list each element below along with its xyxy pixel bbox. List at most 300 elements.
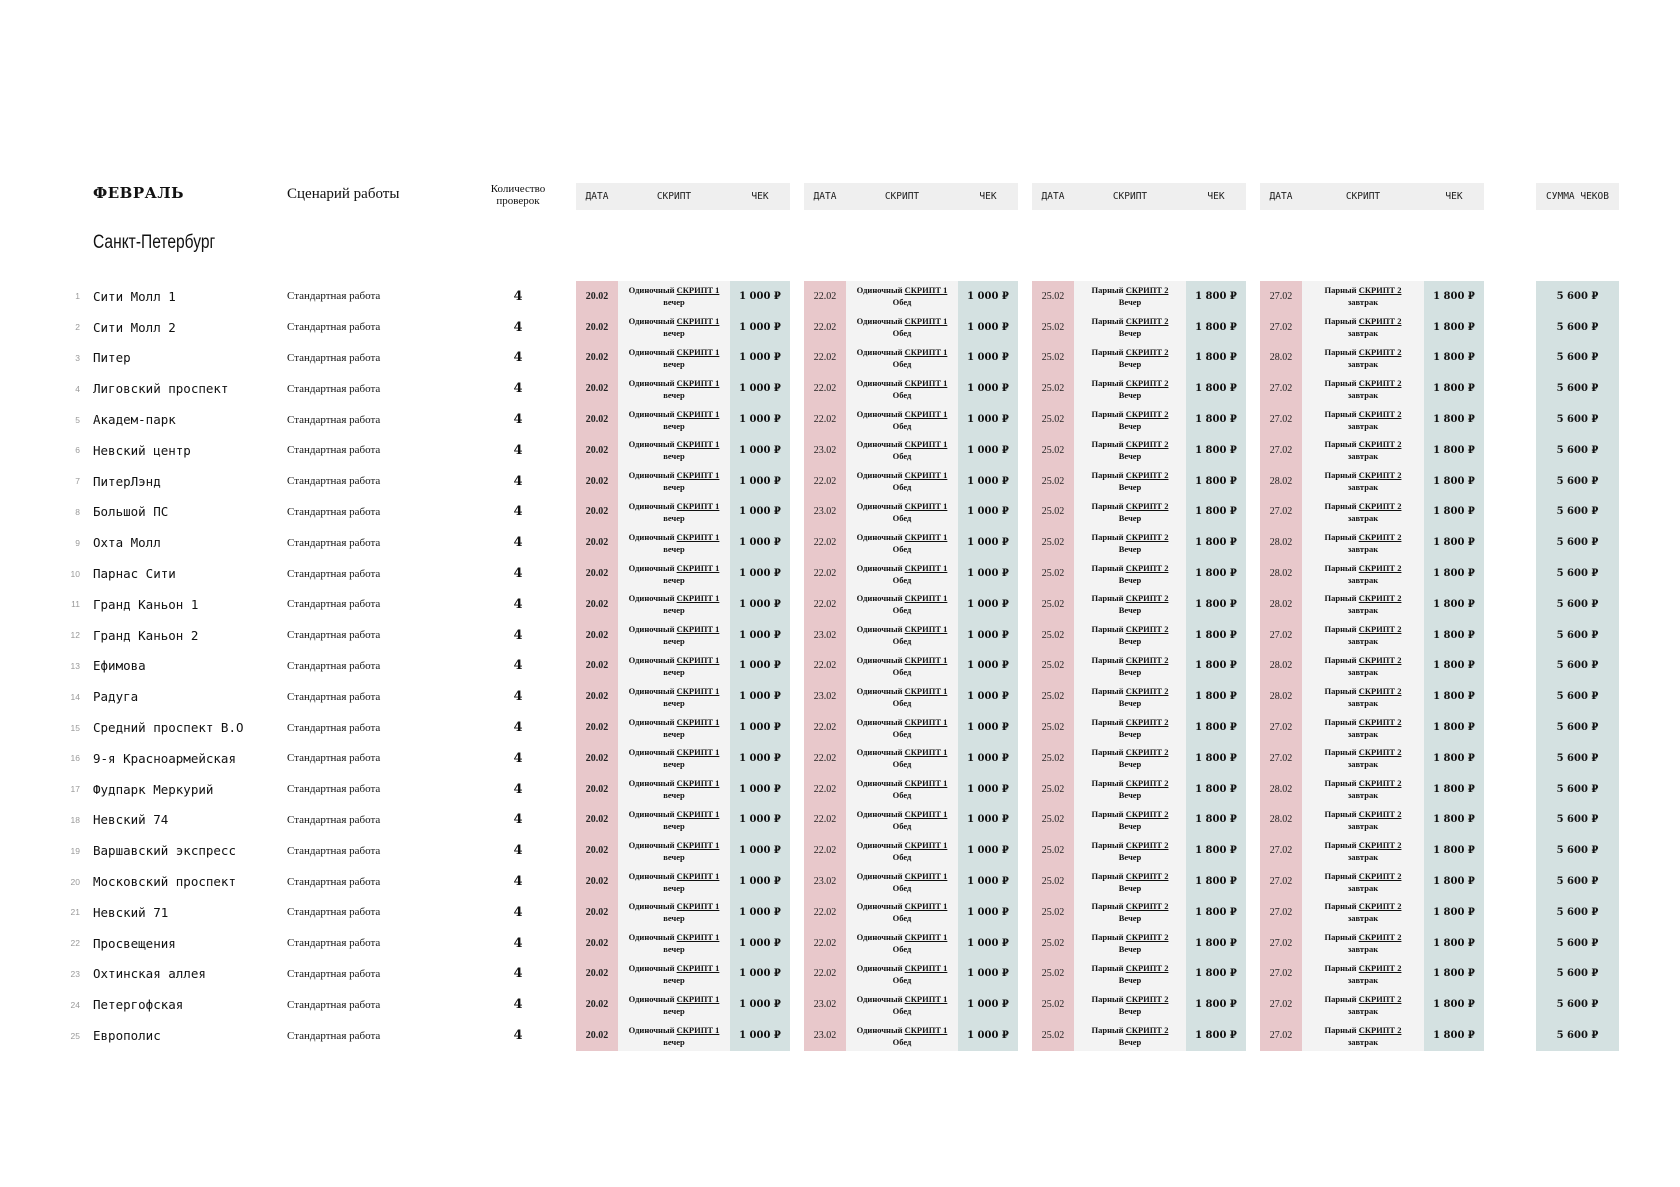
script-link[interactable]: СКРИПТ 1 [904,470,948,481]
script-type: Парный [1324,839,1357,850]
script-link[interactable]: СКРИПТ 1 [676,439,720,450]
script-time: завтрак [1347,759,1379,770]
visit-date: 28.02 [1269,598,1293,610]
scenario-cell: Стандартная работа [287,629,381,642]
script-time: завтрак [1347,605,1379,616]
script-time: завтрак [1347,974,1379,985]
script-line [1325,777,1402,789]
script-line [629,408,720,420]
script-link[interactable]: СКРИПТ 1 [676,408,720,419]
visit-check: 1 000 ₽ [739,1030,781,1042]
script-link[interactable]: СКРИПТ 2 [1358,500,1402,511]
location-name: Питер [93,350,131,366]
script-link[interactable]: СКРИПТ 2 [1125,808,1169,819]
script-link[interactable]: СКРИПТ 2 [1125,531,1169,542]
script-link[interactable]: СКРИПТ 2 [1125,932,1169,943]
row-number: 9 [75,537,80,548]
visit-script [846,774,958,805]
script-link[interactable]: СКРИПТ 2 [1358,439,1402,450]
visit-check: 1 000 ₽ [967,414,1009,426]
total-sum: 5 600 ₽ [1556,968,1599,980]
script-link[interactable]: СКРИПТ 2 [1358,839,1402,850]
script-type: Парный [1091,500,1124,511]
script-link[interactable]: СКРИПТ 2 [1358,716,1402,727]
script-link[interactable]: СКРИПТ 2 [1358,562,1402,573]
visit-check: 1 000 ₽ [967,876,1009,888]
script-link[interactable]: СКРИПТ 2 [1358,747,1402,758]
total-sum: 5 600 ₽ [1556,568,1599,580]
script-line [1325,900,1402,912]
script-time: завтрак [1347,882,1379,893]
script-link[interactable]: СКРИПТ 1 [676,346,720,357]
total-sum: 5 600 ₽ [1556,506,1599,518]
script-link[interactable]: СКРИПТ 2 [1125,870,1169,881]
script-link[interactable]: СКРИПТ 2 [1125,716,1169,727]
visit-date: 25.02 [1041,752,1065,764]
script-type: Одиночный [628,500,675,511]
script-link[interactable]: СКРИПТ 1 [676,470,720,481]
script-link[interactable]: СКРИПТ 2 [1358,285,1402,296]
script-link[interactable]: СКРИПТ 1 [676,285,720,296]
script-link[interactable]: СКРИПТ 1 [676,500,720,511]
visit-check: 1 000 ₽ [967,352,1009,364]
script-time: вечер [663,328,685,339]
script-link[interactable]: СКРИПТ 1 [904,993,948,1004]
script-link[interactable]: СКРИПТ 1 [676,624,720,635]
script-link[interactable]: СКРИПТ 1 [676,716,720,727]
location-name: Фудпарк Меркурий [93,781,214,797]
visit-check: 1 800 ₽ [1433,752,1475,764]
table-row [0,959,1680,990]
visit-script [1074,959,1186,990]
script-link[interactable]: СКРИПТ 2 [1358,932,1402,943]
count-header-line-2: проверок [496,195,540,207]
script-link[interactable]: СКРИПТ 1 [676,870,720,881]
script-time: Вечер [1118,297,1142,308]
script-time: Вечер [1118,790,1142,801]
script-link[interactable]: СКРИПТ 1 [904,562,948,573]
script-type: Парный [1091,870,1124,881]
script-type: Парный [1091,654,1124,665]
visit-date: 25.02 [1041,414,1065,426]
script-link[interactable]: СКРИПТ 1 [904,808,948,819]
script-time: вечер [663,605,685,616]
script-link[interactable]: СКРИПТ 1 [904,901,948,912]
script-link[interactable]: СКРИПТ 1 [904,377,948,388]
script-link[interactable]: СКРИПТ 1 [676,778,720,789]
script-time: Вечер [1118,913,1142,924]
script-col-header: СКРИПТ [884,191,920,202]
script-link[interactable]: СКРИПТ 2 [1358,1024,1402,1035]
script-link[interactable]: СКРИПТ 2 [1125,470,1169,481]
script-link[interactable]: СКРИПТ 2 [1358,962,1402,973]
script-link[interactable]: СКРИПТ 2 [1358,346,1402,357]
script-type: Парный [1324,500,1357,511]
script-time: Обед [892,512,912,523]
script-time: завтрак [1347,328,1379,339]
visit-script [1302,373,1424,404]
script-type: Одиночный [856,531,903,542]
script-time: Вечер [1118,605,1142,616]
visit-check: 1 800 ₽ [1195,906,1237,918]
script-link[interactable]: СКРИПТ 2 [1358,377,1402,388]
total-sum: 5 600 ₽ [1556,598,1599,610]
script-link[interactable]: СКРИПТ 2 [1358,870,1402,881]
row-number: 19 [70,845,80,856]
visit-script [1302,497,1424,528]
script-type: Парный [1091,685,1124,696]
script-line [857,408,948,420]
visit-date: 20.02 [585,752,609,764]
script-link[interactable]: СКРИПТ 2 [1125,285,1169,296]
script-link[interactable]: СКРИПТ 1 [904,654,948,665]
script-link[interactable]: СКРИПТ 1 [904,932,948,943]
script-link[interactable]: СКРИПТ 2 [1358,316,1402,327]
script-link[interactable]: СКРИПТ 2 [1125,624,1169,635]
visit-script [1302,312,1424,343]
visit-check: 1 800 ₽ [1195,352,1237,364]
script-type: Одиночный [628,716,675,727]
visit-date: 28.02 [1269,568,1293,580]
visit-check: 1 000 ₽ [967,660,1009,672]
script-type: Одиночный [628,562,675,573]
script-link[interactable]: СКРИПТ 1 [676,377,720,388]
visit-check: 1 800 ₽ [1195,537,1237,549]
script-link[interactable]: СКРИПТ 2 [1358,901,1402,912]
table-row [0,527,1680,558]
script-link[interactable]: СКРИПТ 1 [676,593,720,604]
script-link[interactable]: СКРИПТ 2 [1358,531,1402,542]
script-type: Одиночный [628,654,675,665]
row-number: 10 [70,568,80,579]
table-row [0,466,1680,497]
script-link[interactable]: СКРИПТ 1 [904,408,948,419]
visit-script [846,866,958,897]
script-type: Парный [1324,408,1357,419]
script-link[interactable]: СКРИПТ 2 [1358,408,1402,419]
visit-script [1074,774,1186,805]
script-time: вечер [663,451,685,462]
script-line [629,839,720,851]
script-line [1092,500,1169,512]
script-link[interactable]: СКРИПТ 2 [1125,316,1169,327]
script-link[interactable]: СКРИПТ 2 [1125,593,1169,604]
script-link[interactable]: СКРИПТ 1 [676,747,720,758]
script-time: Обед [892,1036,912,1047]
script-type: Парный [1324,808,1357,819]
script-line [629,377,720,389]
script-link[interactable]: СКРИПТ 2 [1358,593,1402,604]
visit-date: 22.02 [813,290,837,302]
visit-script [1074,743,1186,774]
script-link[interactable]: СКРИПТ 2 [1125,778,1169,789]
script-type: Парный [1091,316,1124,327]
row-number: 1 [75,291,80,302]
script-link[interactable]: СКРИПТ 1 [676,1024,720,1035]
script-link[interactable]: СКРИПТ 1 [904,624,948,635]
script-link[interactable]: СКРИПТ 2 [1125,500,1169,511]
script-type: Парный [1091,470,1124,481]
visit-script [846,959,958,990]
script-link[interactable]: СКРИПТ 2 [1358,470,1402,481]
script-link[interactable]: СКРИПТ 1 [676,839,720,850]
script-line [1325,284,1402,296]
script-time: завтрак [1347,451,1379,462]
visit-check: 1 800 ₽ [1195,598,1237,610]
script-link[interactable]: СКРИПТ 1 [904,747,948,758]
visit-script [618,497,730,528]
script-link[interactable]: СКРИПТ 1 [904,285,948,296]
visit-script [618,774,730,805]
visit-date: 22.02 [813,537,837,549]
visit-script [846,620,958,651]
script-line [1092,377,1169,389]
script-link[interactable]: СКРИПТ 1 [676,654,720,665]
script-type: Парный [1091,377,1124,388]
script-link[interactable]: СКРИПТ 2 [1125,839,1169,850]
script-time: завтрак [1347,389,1379,400]
count-header-line-1: Количество [490,183,546,195]
total-sum: 5 600 ₽ [1556,814,1599,826]
scenario-cell: Стандартная работа [287,598,381,611]
scenario-cell: Стандартная работа [287,351,381,364]
script-link[interactable]: СКРИПТ 1 [676,808,720,819]
script-type: Одиночный [628,932,675,943]
script-link[interactable]: СКРИПТ 1 [676,993,720,1004]
script-line [1092,592,1169,604]
visit-date: 20.02 [585,568,609,580]
script-time: Вечер [1118,451,1142,462]
script-line [857,931,948,943]
table-row [0,651,1680,682]
visit-script [846,281,958,312]
script-type: Одиночный [856,839,903,850]
visit-check: 1 000 ₽ [739,290,781,302]
script-line [1325,562,1402,574]
visit-date: 22.02 [813,814,837,826]
script-type: Парный [1091,747,1124,758]
script-link[interactable]: СКРИПТ 1 [904,1024,948,1035]
visit-date: 20.02 [585,783,609,795]
script-link[interactable]: СКРИПТ 2 [1125,346,1169,357]
script-time: вечер [663,543,685,554]
visit-date: 23.02 [813,1030,837,1042]
script-link[interactable]: СКРИПТ 2 [1125,685,1169,696]
visit-script [618,989,730,1020]
visit-script [618,373,730,404]
script-link[interactable]: СКРИПТ 2 [1125,962,1169,973]
script-link[interactable]: СКРИПТ 2 [1125,439,1169,450]
script-time: Вечер [1118,636,1142,647]
script-link[interactable]: СКРИПТ 2 [1358,993,1402,1004]
script-type: Одиночный [628,439,675,450]
script-line [1325,839,1402,851]
script-link[interactable]: СКРИПТ 1 [904,962,948,973]
visit-script [1074,651,1186,682]
script-time: Вечер [1118,420,1142,431]
script-link[interactable]: СКРИПТ 1 [904,500,948,511]
script-link[interactable]: СКРИПТ 1 [904,346,948,357]
checks-count: 4 [513,720,523,736]
visit-script [618,805,730,836]
visit-script [1074,897,1186,928]
visit-date: 23.02 [813,999,837,1011]
date-col-header: ДАТА [585,191,609,202]
total-sum: 5 600 ₽ [1556,444,1599,456]
visit-script [618,589,730,620]
script-time: вечер [663,420,685,431]
script-line [1092,993,1169,1005]
check-col-header: ЧЕК [979,191,997,202]
visit-date: 27.02 [1269,629,1293,641]
visit-script [618,343,730,374]
script-line [857,531,948,543]
script-link[interactable]: СКРИПТ 1 [904,839,948,850]
script-time: Обед [892,944,912,955]
visit-date: 25.02 [1041,691,1065,703]
script-line [857,500,948,512]
visit-check: 1 800 ₽ [1433,722,1475,734]
visit-check: 1 000 ₽ [739,629,781,641]
visit-check: 1 800 ₽ [1195,660,1237,672]
script-link[interactable]: СКРИПТ 2 [1358,685,1402,696]
script-time: Обед [892,389,912,400]
script-line [1325,531,1402,543]
script-link[interactable]: СКРИПТ 1 [676,562,720,573]
visit-script [1302,435,1424,466]
script-link[interactable]: СКРИПТ 2 [1358,654,1402,665]
visit-date: 22.02 [813,475,837,487]
script-link[interactable]: СКРИПТ 2 [1358,624,1402,635]
script-type: Парный [1091,993,1124,1004]
script-type: Парный [1091,346,1124,357]
script-link[interactable]: СКРИПТ 1 [676,901,720,912]
script-type: Парный [1091,1024,1124,1035]
script-link[interactable]: СКРИПТ 1 [904,439,948,450]
visit-check: 1 800 ₽ [1433,691,1475,703]
location-name: Варшавский экспресс [93,843,236,859]
row-number: 18 [70,814,80,825]
script-link[interactable]: СКРИПТ 2 [1125,747,1169,758]
visit-check: 1 000 ₽ [739,475,781,487]
total-sum: 5 600 ₽ [1556,937,1599,949]
visit-date: 20.02 [585,1030,609,1042]
visit-script [618,312,730,343]
visit-date: 20.02 [585,321,609,333]
script-line [1092,562,1169,574]
script-link[interactable]: СКРИПТ 2 [1358,778,1402,789]
script-link[interactable]: СКРИПТ 2 [1125,408,1169,419]
visit-script [618,527,730,558]
location-name: Московский проспект [93,874,236,890]
script-type: Парный [1091,624,1124,635]
visit-check: 1 800 ₽ [1433,968,1475,980]
script-link[interactable]: СКРИПТ 1 [676,932,720,943]
script-link[interactable]: СКРИПТ 1 [904,870,948,881]
script-link[interactable]: СКРИПТ 1 [676,531,720,542]
script-link[interactable]: СКРИПТ 1 [676,316,720,327]
script-link[interactable]: СКРИПТ 2 [1358,808,1402,819]
visit-date: 27.02 [1269,906,1293,918]
script-time: вечер [663,728,685,739]
script-link[interactable]: СКРИПТ 2 [1125,1024,1169,1035]
table-row [0,281,1680,312]
script-link[interactable]: СКРИПТ 2 [1125,901,1169,912]
visit-check: 1 000 ₽ [739,999,781,1011]
visit-date: 20.02 [585,937,609,949]
total-sum: 5 600 ₽ [1556,999,1599,1011]
visit-script [1302,527,1424,558]
location-name: Петергофская [93,997,184,1013]
script-type: Одиночный [856,808,903,819]
scenario-cell: Стандартная работа [287,444,381,457]
script-line [1325,315,1402,327]
script-type: Одиночный [628,1024,675,1035]
script-link[interactable]: СКРИПТ 1 [676,962,720,973]
visit-check: 1 800 ₽ [1195,1030,1237,1042]
visit-date: 25.02 [1041,321,1065,333]
script-time: вечер [663,358,685,369]
checks-count: 4 [513,473,523,489]
row-number: 17 [70,784,80,795]
script-line [1325,870,1402,882]
script-link[interactable]: СКРИПТ 1 [904,531,948,542]
visit-script [1302,558,1424,589]
visit-check: 1 000 ₽ [739,783,781,795]
scenario-cell: Стандартная работа [287,536,381,549]
script-time: вечер [663,697,685,708]
script-link[interactable]: СКРИПТ 1 [904,316,948,327]
script-type: Парный [1324,747,1357,758]
row-number: 24 [70,999,80,1010]
script-time: вечер [663,666,685,677]
visit-check: 1 800 ₽ [1195,876,1237,888]
script-link[interactable]: СКРИПТ 1 [904,685,948,696]
visit-date: 20.02 [585,814,609,826]
script-link[interactable]: СКРИПТ 2 [1125,377,1169,388]
script-link[interactable]: СКРИПТ 1 [676,685,720,696]
row-number: 25 [70,1030,80,1041]
total-sum: 5 600 ₽ [1556,352,1599,364]
script-link[interactable]: СКРИПТ 1 [904,716,948,727]
script-line [1092,1024,1169,1036]
visit-check: 1 800 ₽ [1433,383,1475,395]
script-line [629,962,720,974]
total-sum: 5 600 ₽ [1556,906,1599,918]
visit-script [1074,558,1186,589]
total-sum: 5 600 ₽ [1556,783,1599,795]
script-time: Вечер [1118,543,1142,554]
script-link[interactable]: СКРИПТ 1 [904,593,948,604]
row-number: 13 [70,660,80,671]
script-type: Одиночный [856,993,903,1004]
rows-container [0,281,1680,1051]
scenario-header: Сценарий работы [287,186,400,202]
visit-script [846,589,958,620]
visit-check: 1 000 ₽ [967,999,1009,1011]
visit-check: 1 800 ₽ [1433,598,1475,610]
visit-script [1074,404,1186,435]
script-link[interactable]: СКРИПТ 2 [1125,993,1169,1004]
visit-check: 1 800 ₽ [1433,537,1475,549]
script-link[interactable]: СКРИПТ 2 [1125,562,1169,573]
visit-date: 20.02 [585,999,609,1011]
visit-date: 20.02 [585,352,609,364]
script-link[interactable]: СКРИПТ 1 [904,778,948,789]
script-line [1092,931,1169,943]
script-link[interactable]: СКРИПТ 2 [1125,654,1169,665]
visit-script [1302,681,1424,712]
